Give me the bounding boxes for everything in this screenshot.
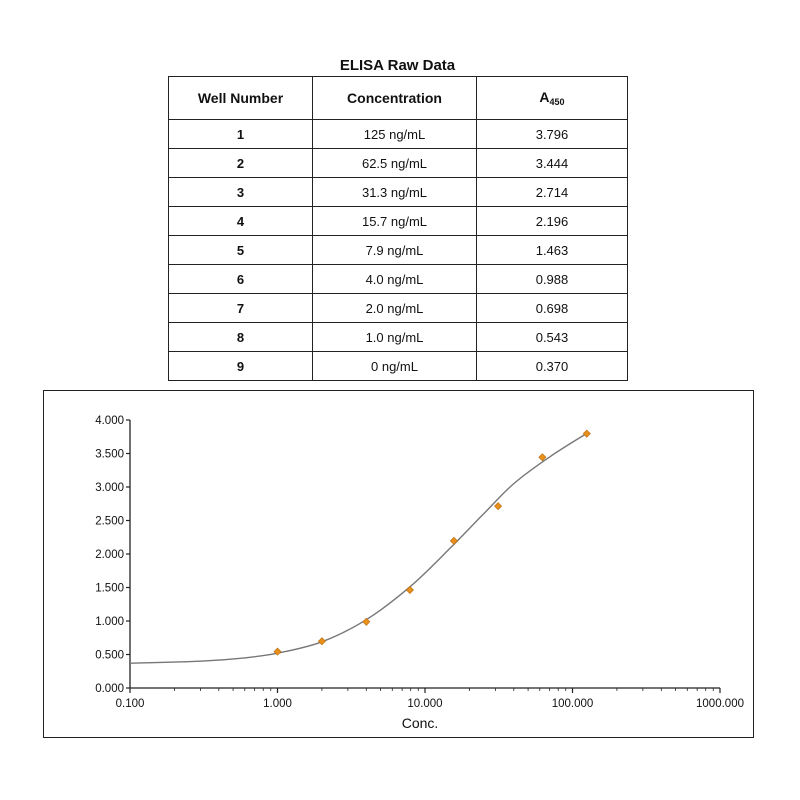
well-cell: 7 — [169, 294, 313, 323]
absorbance-cell: 0.988 — [477, 265, 628, 294]
y-tick-label: 1.000 — [95, 616, 124, 628]
y-tick-label: 3.500 — [95, 448, 124, 461]
concentration-cell: 7.9 ng/mL — [313, 236, 477, 265]
y-tick-label: 1.500 — [95, 582, 124, 595]
absorbance-cell: 2.196 — [477, 207, 628, 236]
data-point — [318, 638, 325, 645]
absorbance-cell: 3.796 — [477, 120, 628, 149]
header-absorbance-sub: 450 — [549, 97, 565, 107]
absorbance-cell: 1.463 — [477, 236, 628, 265]
y-tick-label: 3.000 — [95, 482, 124, 494]
well-cell: 9 — [169, 352, 313, 381]
data-point — [363, 618, 370, 625]
x-tick-label: 1.000 — [263, 698, 292, 710]
absorbance-cell: 0.370 — [477, 352, 628, 381]
y-tick-label: 2.000 — [95, 549, 124, 561]
data-point — [583, 430, 590, 437]
x-tick-label: 0.100 — [115, 698, 145, 710]
x-axis-label: Conc. — [401, 715, 439, 731]
well-cell: 8 — [169, 323, 313, 352]
well-cell: 1 — [169, 120, 313, 149]
x-tick-label: 100.000 — [551, 698, 594, 710]
well-cell: 6 — [169, 265, 313, 294]
fitted-curve-line — [130, 433, 587, 663]
well-cell: 3 — [169, 178, 313, 207]
data-point — [450, 537, 457, 544]
absorbance-cell: 2.714 — [477, 178, 628, 207]
well-cell: 5 — [169, 236, 313, 265]
concentration-cell: 4.0 ng/mL — [313, 265, 477, 294]
data-point — [494, 503, 501, 510]
concentration-cell: 2.0 ng/mL — [313, 294, 477, 323]
concentration-cell: 1.0 ng/mL — [313, 323, 477, 352]
well-cell: 4 — [169, 207, 313, 236]
y-tick-label: 0.000 — [95, 683, 124, 695]
concentration-cell: 125 ng/mL — [313, 120, 477, 149]
header-well-number: Well Number — [169, 77, 313, 120]
concentration-cell: 62.5 ng/mL — [313, 149, 477, 178]
y-tick-label: 4.000 — [95, 415, 124, 427]
concentration-cell: 31.3 ng/mL — [313, 178, 477, 207]
concentration-cell: 0 ng/mL — [313, 352, 477, 381]
x-tick-label: 10.000 — [407, 698, 443, 710]
absorbance-cell: 0.543 — [477, 323, 628, 352]
data-point — [406, 586, 413, 593]
absorbance-cell: 3.444 — [477, 149, 628, 178]
y-tick-label: 0.500 — [95, 649, 124, 662]
y-tick-label: 2.500 — [95, 515, 124, 528]
absorbance-cell: 0.698 — [477, 294, 628, 323]
well-cell: 2 — [169, 149, 313, 178]
x-tick-label: 1000.000 — [696, 698, 744, 710]
header-absorbance-main: A — [539, 89, 550, 105]
header-concentration: Concentration — [313, 77, 477, 120]
concentration-cell: 15.7 ng/mL — [313, 207, 477, 236]
table-title: ELISA Raw Data — [339, 57, 456, 74]
